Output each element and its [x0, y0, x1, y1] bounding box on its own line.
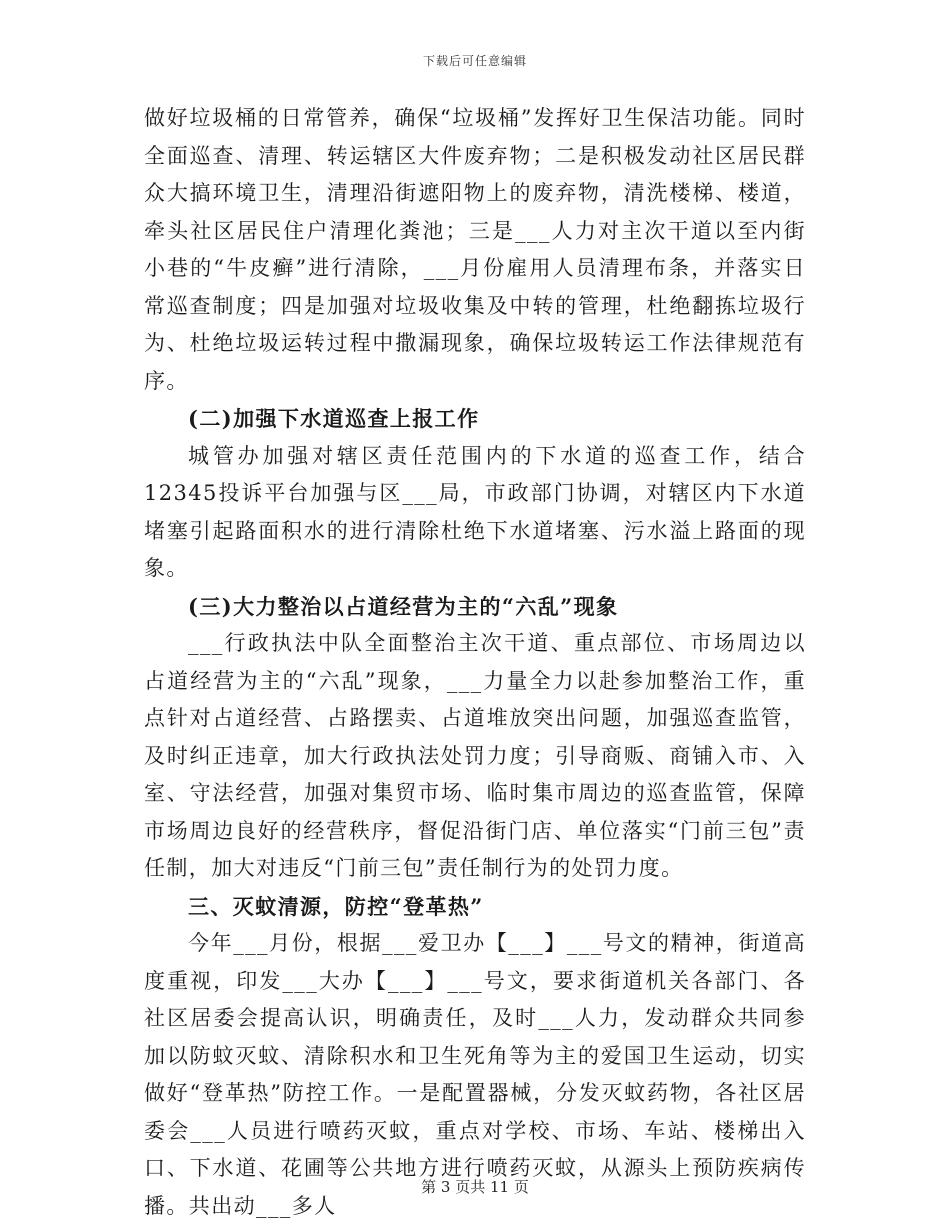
page-header-note: 下载后可任意编辑 — [422, 54, 527, 68]
paragraph-1: 做好垃圾桶的日常管养，确保“垃圾桶”发挥好卫生保洁功能。同时全面巡查、清理、转运辖区大件废弃物；二是积极发动社区居民群众大搞环境卫生，清理沿街遮阳物上的废弃物，清洗楼梯、楼道，牵头社区居民住户清理化粪池；三是___人力对主次干道以至内街小巷的“牛皮癣”进行清除，___月份雇用人员清理布条，并落实日常巡查制度；四是加强对垃圾收集及中转的管理，杜绝翻拣垃圾行为、杜绝垃圾运转过程中撒漏现象，确保垃圾转运工作法律规范有序。 — [144, 106, 806, 393]
document-body — [144, 100, 806, 1225]
section-heading-2: (二)加强下水道巡查上报工作 — [188, 406, 480, 431]
page-footer-number: 第 3 页共 11 页 — [421, 1178, 529, 1196]
paragraph-2: 城管办加强对辖区责任范围内的下水道的巡查工作，结合12345投诉平台加强与区___局，市政部门协调，对辖区内下水道堵塞引起路面积水的进行清除杜绝下水道堵塞、污水溢上路面的现象。 — [144, 443, 806, 580]
section-heading-3: (三)大力整治以占道经营为主的“六乱”现象 — [188, 593, 619, 619]
section-heading-4: 三、灭蚊清源，防控“登革热” — [188, 893, 484, 919]
paragraph-3: ___行政执法中队全面整治主次干道、重点部位、市场周边以占道经营为主的“六乱”现象，___力量全力以赴参加整治工作，重点针对占道经营、占路摆卖、占道堆放突出问题，加强巡查监管，及时纠正违章，加大行政执法处罚力度；引导商贩、商铺入市、入室、守法经营，加强对集贸市场、临时集市周边的巡查监管，保障市场周边良好的经营秩序，督促沿街门店、单位落实“门前三包”责任制，加大对违反“门前三包”责任制行为的处罚力度。 — [144, 631, 806, 880]
paragraph-4: 今年___月份，根据___爱卫办【___】___号文的精神，街道高度重视，印发___大办【___】___号文，要求街道机关各部门、各社区居委会提高认识，明确责任，及时___人力，发动群众共同参加以防蚊灭蚊、清除积水和卫生死角等为主的爱国卫生运动，切实做好“登革热”防控工作。一是配置器械，分发灭蚊药物，各社区居委会___人员进行喷药灭蚊，重点对学校、市场、车站、楼梯出入口、下水道、花圃等公共地方进行喷药灭蚊，从源头上预防疾病传播。共出动___多人 — [144, 931, 806, 1218]
